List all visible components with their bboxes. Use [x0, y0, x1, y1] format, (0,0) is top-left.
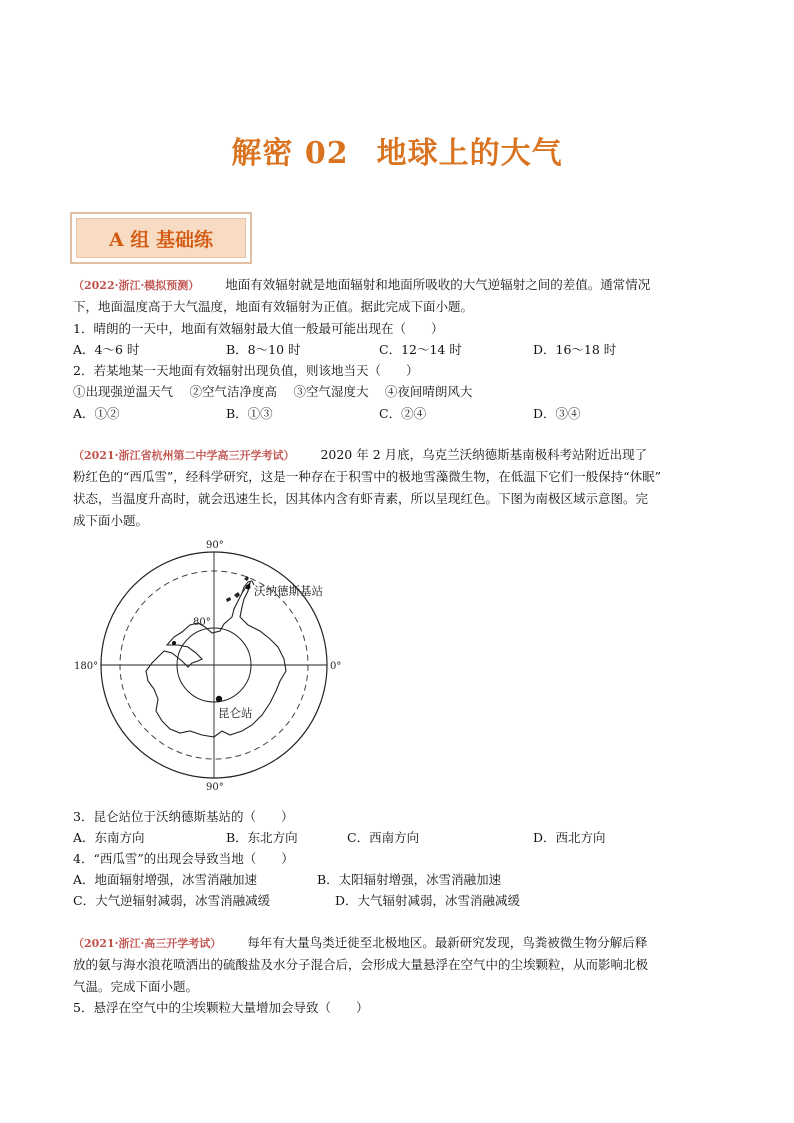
kunlun-station-dot	[216, 696, 222, 702]
section3-intro-line1	[73, 934, 647, 953]
q3-option-c: C．西南方向	[347, 830, 420, 845]
label-80: 80°	[193, 617, 211, 628]
group-badge	[70, 212, 252, 264]
q2-option-a: A．①②	[73, 406, 120, 421]
q1-option-d: D．16～18 时	[533, 342, 617, 357]
section3-source: （2021·浙江·高三开学考试）	[73, 937, 222, 950]
section2-intro-text: 2020 年 2 月底，乌克兰沃纳德斯基南极科考站附近出现了	[320, 447, 648, 462]
question-3: 3．昆仑站位于沃纳德斯基站的（ ）	[73, 809, 294, 824]
q1-option-c: C．12～14 时	[379, 342, 462, 357]
q3-option-d: D．西北方向	[533, 830, 606, 845]
section3-intro-line3: 气温。完成下面小题。	[73, 979, 199, 994]
section2-intro-line1	[73, 446, 647, 465]
section1-intro-line1	[73, 276, 650, 295]
q2-option-d: D．③④	[533, 406, 581, 421]
question-2: 2．若某地某一天地面有效辐射出现负值，则该地当天（ ）	[73, 363, 419, 378]
label-kunlun: 昆仑站	[218, 706, 253, 720]
title-number: 解密 02	[231, 136, 349, 171]
label-90-top: 90°	[206, 540, 224, 551]
label-0: 0°	[330, 661, 342, 672]
q3-option-a: A．东南方向	[73, 830, 145, 845]
section3-intro-line2: 放的氨与海水浪花喷洒出的硫酸盐及水分子混合后，会形成大量悬浮在空气中的尘埃颗粒，从而影响北极	[73, 957, 649, 972]
label-90-bottom: 90°	[206, 782, 224, 793]
section1-intro-text: 地面有效辐射就是地面辐射和地面所吸收的大气逆辐射之间的差值。通常情况	[225, 277, 651, 292]
q4-option-d: D．大气辐射减弱，冰雪消融减缓	[335, 893, 521, 908]
q1-option-a: A．4～6 时	[73, 342, 140, 357]
peninsula-islands	[226, 576, 249, 602]
section2-intro-line4: 成下面小题。	[73, 513, 149, 528]
q4-option-a: A．地面辐射增强，冰雪消融加速	[73, 872, 258, 887]
antarctica-map	[74, 535, 352, 793]
question-5: 5．悬浮在空气中的尘埃颗粒大量增加会导致（ ）	[73, 1000, 369, 1015]
title-text: 地球上的大气	[376, 136, 563, 171]
vernadsky-station-dot	[246, 585, 251, 590]
section1-source: （2022·浙江·模拟预测）	[73, 279, 200, 292]
q2-option-c: C．②④	[379, 406, 427, 421]
label-vernadsky: 沃纳德斯基站	[254, 584, 323, 598]
label-180: 180°	[74, 661, 99, 672]
group-badge-label: A 组 基础练	[76, 218, 246, 258]
section2-source: （2021·浙江省杭州第二中学高三开学考试）	[73, 449, 295, 462]
q2-option-b: B．①③	[226, 406, 273, 421]
section2-intro-line3: 状态，当温度升高时，就会迅速生长，因其体内含有虾青素，所以呈现红色。下图为南极区域示意图。完	[73, 491, 649, 506]
coast-point-dot	[172, 641, 176, 645]
q4-option-c: C．大气逆辐射减弱，冰雪消融减缓	[73, 893, 271, 908]
section2-intro-line2: 粉红色的“西瓜雪”，经科学研究，这是一种存在于积雪中的极地雪藻微生物，在低温下它们一般保持“休眠”	[73, 469, 662, 484]
question-1: 1．晴朗的一天中，地面有效辐射最大值一般最可能出现在（ ）	[73, 321, 444, 336]
q1-option-b: B．8～10 时	[226, 342, 301, 357]
page-title	[0, 128, 794, 172]
q2-items: ①出现强逆温天气 ②空气洁净度高 ③空气湿度大 ④夜间晴朗风大	[73, 384, 473, 399]
q4-option-b: B．太阳辐射增强，冰雪消融加速	[317, 872, 502, 887]
q3-option-b: B．东北方向	[226, 830, 298, 845]
section3-intro-text: 每年有大量鸟类迁徙至北极地区。最新研究发现，鸟粪被微生物分解后释	[247, 935, 648, 950]
antarctica-outline	[146, 583, 286, 737]
question-4: 4．“西瓜雪”的出现会导致当地（ ）	[73, 851, 294, 866]
section1-intro-line2: 下，地面温度高于大气温度，地面有效辐射为正值。据此完成下面小题。	[73, 299, 474, 314]
